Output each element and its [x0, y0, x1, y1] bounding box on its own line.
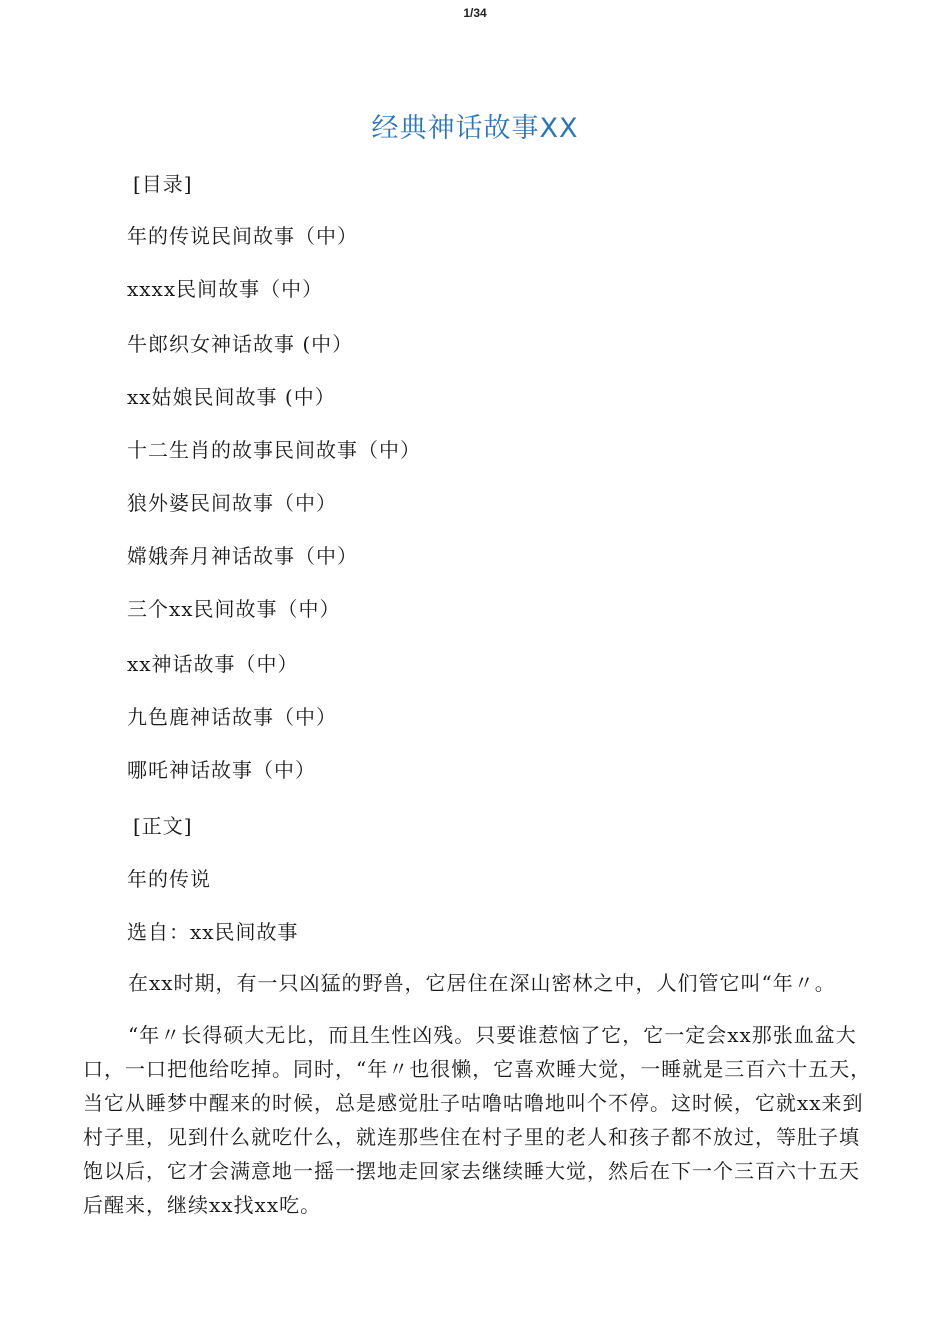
toc-item: 牛郎织女神话故事 (中）: [127, 332, 354, 356]
toc-item: xx姑娘民间故事 (中）: [127, 385, 336, 409]
page-number: 1/34: [463, 6, 487, 20]
toc-item: xx神话故事（中）: [127, 652, 299, 676]
body-heading: [正文]: [133, 814, 193, 838]
story-title: 年的传说: [127, 867, 211, 891]
toc-item: 狼外婆民间故事（中）: [127, 491, 337, 515]
toc-item: 年的传说民间故事（中）: [127, 224, 358, 248]
story-body: [83, 966, 873, 1222]
toc-heading: [目录]: [133, 172, 193, 196]
story-paragraph: 在xx时期，有一只凶猛的野兽，它居住在深山密林之中，人们管它叫“年〃。: [128, 971, 836, 995]
toc-item: 三个xx民间故事（中）: [127, 597, 341, 621]
story-paragraph: “年〃长得硕大无比，而且生性凶残。只要谁惹恼了它，它一定会xx那张血盆大口，一口把他给吃掉。同时，“年〃也很懒，它喜欢睡大觉，一睡就是三百六十五天，当它从睡梦中醒来的时候，总是感觉肚子咕噜咕噜地叫个不停。这时候，它就xx来到村子里，见到什么就吃什么，就连那些住在村子里的老人和孩子都不放过，等肚子填饱以后，它才会满意地一摇一摆地走回家去继续睡大觉，然后在下一个三百六十五天后醒来，继续xx找xx吃。: [83, 1023, 872, 1217]
story-source: 选自：xx民间故事: [127, 920, 299, 944]
toc-item: 九色鹿神话故事（中）: [127, 705, 337, 729]
toc-item: 十二生肖的故事民间故事（中）: [127, 438, 421, 462]
toc-item: 嫦娥奔月神话故事（中）: [127, 544, 358, 568]
toc-item: xxxx民间故事（中）: [127, 277, 324, 301]
toc-item: 哪吒神话故事（中）: [127, 758, 316, 782]
document-title: 经典神话故事XX: [371, 113, 579, 144]
